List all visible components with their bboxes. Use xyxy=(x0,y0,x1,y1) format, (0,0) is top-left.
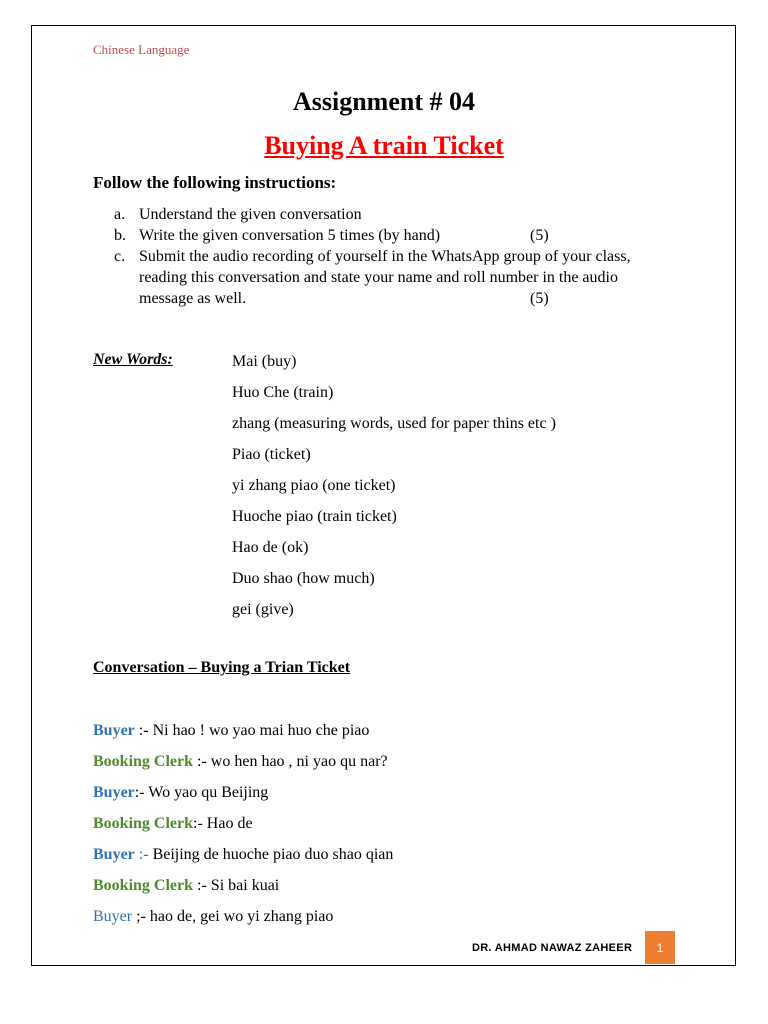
conversation-line xyxy=(93,751,393,782)
speaker-buyer: Buyer xyxy=(93,846,135,863)
instruction-item xyxy=(114,204,674,225)
utterance: hao de, gei wo yi zhang piao xyxy=(149,908,334,925)
page-number-badge: 1 xyxy=(645,931,675,964)
instruction-marker: b. xyxy=(114,227,126,244)
new-word-item: Duo shao (how much) xyxy=(232,570,375,587)
speaker-separator: :- xyxy=(134,784,149,801)
conversation-line xyxy=(93,875,393,906)
header-label: Chinese Language xyxy=(93,42,190,57)
new-words-label: New Words: xyxy=(93,351,173,368)
speaker-separator: :- xyxy=(193,753,211,770)
speaker-separator: :- xyxy=(134,722,153,739)
speaker-separator: :- xyxy=(193,877,211,894)
conversation-line xyxy=(93,782,393,813)
new-word-item: zhang (measuring words, used for paper thins etc ) xyxy=(232,415,556,432)
new-word-item: gei (give) xyxy=(232,601,294,618)
conversation-line xyxy=(93,720,393,751)
conversation-line xyxy=(93,906,393,937)
utterance: Hao de xyxy=(206,815,253,832)
conversation-line xyxy=(93,813,393,844)
instruction-marks: (5) xyxy=(530,227,549,244)
speaker-separator: ;- xyxy=(132,908,150,925)
new-word-item: Huo Che (train) xyxy=(232,384,334,401)
instruction-text: Write the given conversation 5 times (by hand) xyxy=(139,227,441,244)
conversation-heading: Conversation – Buying a Trian Ticket xyxy=(93,659,351,676)
new-word-item: Mai (buy) xyxy=(232,353,297,370)
speaker-clerk: Booking Clerk xyxy=(93,753,194,770)
new-word-item: Huoche piao (train ticket) xyxy=(232,508,397,525)
speaker-clerk: Booking Clerk xyxy=(93,877,194,894)
instruction-text: Understand the given conversation xyxy=(139,206,362,223)
utterance: Wo yao qu Beijing xyxy=(148,784,269,801)
new-word-item: yi zhang piao (one ticket) xyxy=(232,477,396,494)
speaker-buyer: Buyer xyxy=(93,908,133,925)
new-word-item: Piao (ticket) xyxy=(232,446,311,463)
utterance: Ni hao ! wo yao mai huo che piao xyxy=(152,722,370,739)
speaker-buyer: Buyer xyxy=(93,722,135,739)
instruction-marks: (5) xyxy=(530,290,549,307)
instructions-heading: Follow the following instructions: xyxy=(93,173,337,192)
instruction-marker: c. xyxy=(114,248,126,265)
instructions-list xyxy=(114,204,674,309)
conversation-lines xyxy=(93,720,393,937)
speaker-separator: :- xyxy=(193,815,207,832)
instruction-marker: a. xyxy=(114,206,126,223)
utterance: Beijing de huoche piao duo shao qian xyxy=(152,846,394,863)
speaker-clerk: Booking Clerk xyxy=(93,815,194,832)
utterance: wo hen hao , ni yao qu nar? xyxy=(210,753,388,770)
footer-author: DR. AHMAD NAWAZ ZAHEER xyxy=(472,942,633,954)
assignment-title: Assignment # 04 xyxy=(292,87,475,116)
new-words-list xyxy=(232,351,556,630)
instruction-item xyxy=(114,225,674,246)
instruction-item xyxy=(114,246,674,309)
instruction-text: Submit the audio recording of yourself in the WhatsApp group of your class, reading this conversation and state your name and roll number in the audio message as well. xyxy=(139,248,631,307)
conversation-line xyxy=(93,844,393,875)
speaker-separator: :- xyxy=(134,846,153,863)
new-word-item: Hao de (ok) xyxy=(232,539,309,556)
utterance: Si bai kuai xyxy=(210,877,280,894)
speaker-buyer: Buyer xyxy=(93,784,135,801)
assignment-subtitle: Buying A train Ticket xyxy=(264,131,504,160)
